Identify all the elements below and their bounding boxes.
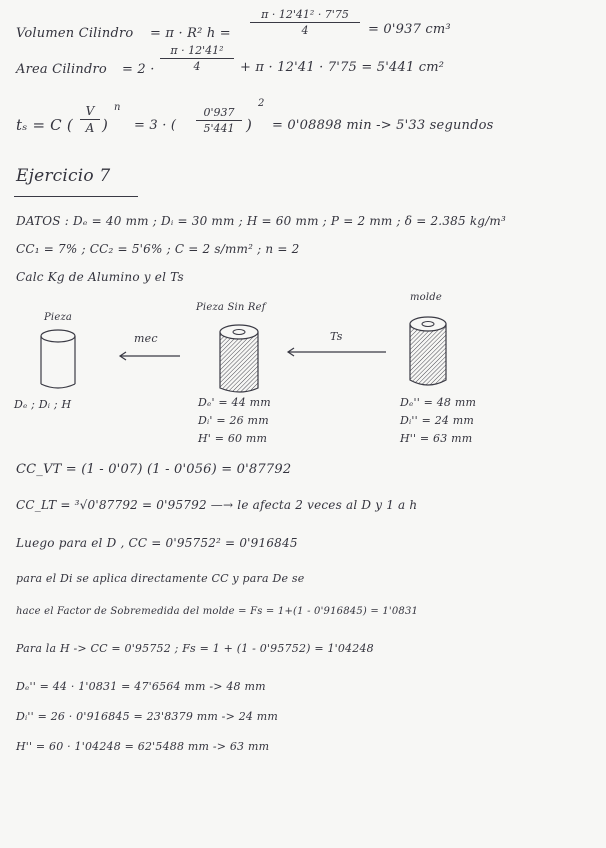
- arrow-ts: [288, 348, 386, 356]
- ts-numerator: 0'937: [203, 106, 235, 119]
- para-di-line: para el Di se aplica directamente CC y para De se: [16, 572, 305, 585]
- area-expr-1: = 2 ·: [122, 62, 155, 77]
- volume-numerator: π · 12'41² · 7'75: [261, 8, 349, 21]
- calc-line: Calc Kg de Alumino y el Ts: [16, 270, 184, 284]
- ts-v: V: [85, 104, 95, 118]
- result-h: H'' = 60 · 1'04248 = 62'5488 mm -> 63 mm: [16, 740, 270, 753]
- area-denominator: 4: [193, 60, 201, 73]
- arrow-label-mec: mec: [134, 332, 158, 345]
- cc-line: CC₁ = 7% ; CC₂ = 5'6% ; C = 2 s/mm² ; n = 2: [16, 242, 300, 256]
- molde-h: H'' = 63 mm: [400, 432, 473, 445]
- volume-result: = 0'937 cm³: [368, 22, 451, 37]
- ts-denominator: 5'441: [203, 122, 235, 135]
- result-de: Dₑ'' = 44 · 1'0831 = 47'6564 mm -> 48 mm: [16, 680, 266, 693]
- ts-result: = 0'08898 min -> 5'33 segundos: [272, 118, 494, 133]
- pieza-cylinder: [41, 330, 75, 388]
- label-molde: molde: [410, 292, 443, 303]
- cclt-line: CC_LT = ³√0'87792 = 0'95792 —→ le afecta 2 veces al D y 1 a h: [16, 498, 418, 512]
- sin-ref-de: Dₑ' = 44 mm: [198, 396, 271, 409]
- luego-line: Luego para el D , CC = 0'95752² = 0'916845: [16, 536, 298, 550]
- area-expr-2: + π · 12'41 · 7'75 = 5'441 cm²: [240, 60, 445, 75]
- molde-cylinder: [410, 317, 446, 385]
- exercise-title: Ejercicio 7: [16, 166, 111, 186]
- arrow-mec: [120, 352, 180, 360]
- ts-mid: = 3 · (: [134, 118, 177, 133]
- area-label: Area Cilindro: [16, 62, 107, 77]
- volume-label: Volumen Cilindro: [16, 26, 134, 41]
- molde-di: Dᵢ'' = 24 mm: [400, 414, 475, 427]
- label-pieza-sin-ref: Pieza Sin Ref: [196, 302, 266, 313]
- area-numerator: π · 12'41²: [170, 44, 224, 57]
- pieza-dimensions: Dₑ ; Dᵢ ; H: [14, 398, 72, 411]
- molde-de: Dₑ'' = 48 mm: [400, 396, 477, 409]
- ts-exponent-n: n: [114, 102, 121, 113]
- pieza-sin-ref-cylinder: [220, 325, 258, 392]
- datos-line: DATOS : Dₑ = 40 mm ; Dᵢ = 30 mm ; H = 60 mm ; P = 2 mm ; δ = 2.385 kg/m³: [16, 214, 507, 228]
- result-di: Dᵢ'' = 26 · 0'916845 = 23'8379 mm -> 24 mm: [16, 710, 279, 723]
- ts-close-paren-2: ): [246, 116, 253, 134]
- ts-a: A: [85, 121, 95, 135]
- hace-line: hace el Factor de Sobremedida del molde = Fs = 1+(1 - 0'916845) = 1'0831: [16, 606, 419, 617]
- ts-exponent-2: 2: [258, 98, 265, 109]
- arrow-label-ts: Ts: [330, 330, 343, 343]
- volume-denominator: 4: [301, 24, 309, 37]
- ts-close-paren: ): [102, 116, 109, 134]
- sin-ref-h: H' = 60 mm: [198, 432, 268, 445]
- sin-ref-di: Dᵢ' = 26 mm: [198, 414, 269, 427]
- ccvt-line: CC_VT = (1 - 0'07) (1 - 0'056) = 0'87792: [16, 462, 292, 477]
- ts-formula-left: tₛ = C (: [16, 116, 73, 134]
- para-h-line: Para la H -> CC = 0'95752 ; Fs = 1 + (1 - 0'95752) = 1'04248: [16, 642, 374, 655]
- label-pieza: Pieza: [44, 312, 73, 323]
- volume-expr: = π · R² h =: [150, 26, 231, 41]
